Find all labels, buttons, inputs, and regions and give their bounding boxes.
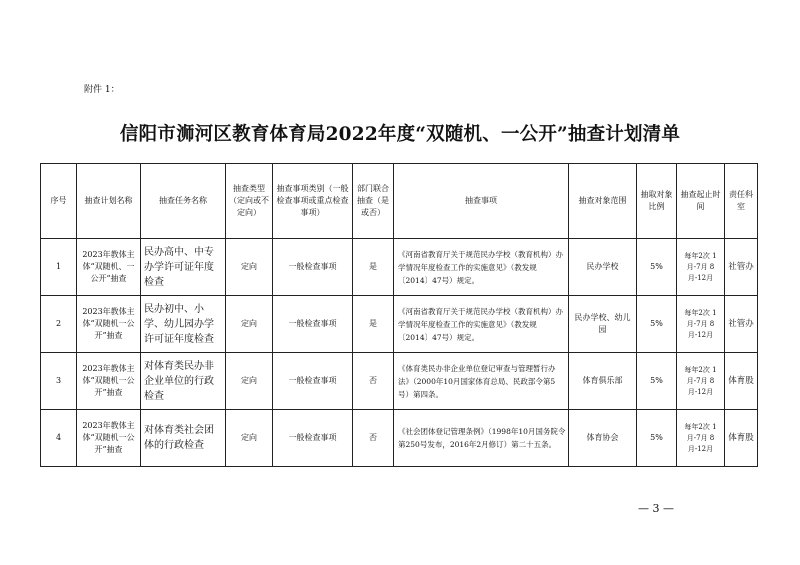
cell-seq: 4 [41,410,77,467]
cell-seq: 1 [41,239,77,296]
cell-items: 《河南省教育厅关于规范民办学校（教育机构）办学情况年度检查工作的实施意见》（教发规〔2014〕47号）规定。 [394,239,569,296]
cell-target: 体育俱乐部 [569,353,637,410]
cell-ratio: 5% [637,239,677,296]
cell-joint: 否 [353,410,394,467]
header-task-name: 抽查任务名称 [141,164,226,239]
cell-ratio: 5% [637,410,677,467]
cell-task-name: 民办高中、中专办学许可证年度检查 [141,239,226,296]
table-row [41,410,758,467]
cell-item-category: 一般检查事项 [273,353,353,410]
page-title: 信阳市浉河区教育体育局2022年度“双随机、一公开”抽查计划清单 [119,124,681,145]
cell-item-category: 一般检查事项 [273,239,353,296]
cell-check-type: 定向 [226,410,273,467]
cell-check-type: 定向 [226,296,273,353]
table-row [41,239,758,296]
cell-time: 每年2次 1月-7月 8月-12月 [677,353,725,410]
header-seq: 序号 [41,164,77,239]
cell-task-name: 对体育类民办非企业单位的行政检查 [141,353,226,410]
cell-joint: 是 [353,296,394,353]
cell-items: 《河南省教育厅关于规范民办学校（教育机构）办学情况年度检查工作的实施意见》（教发规〔2014〕47号）规定。 [394,296,569,353]
cell-target: 民办学校、幼儿园 [569,296,637,353]
header-target: 抽查对象范围 [569,164,637,239]
cell-plan-name: 2023年教体主体“双随机一公开”抽查 [77,410,141,467]
inspection-plan-table [40,163,758,467]
cell-check-type: 定向 [226,239,273,296]
cell-item-category: 一般检查事项 [273,410,353,467]
page-number: — 3 — [638,502,674,515]
cell-plan-name: 2023年教体主体“双随机一公开”抽查 [77,296,141,353]
cell-ratio: 5% [637,296,677,353]
header-joint: 部门联合抽查（是或否） [353,164,394,239]
cell-seq: 2 [41,296,77,353]
cell-ratio: 5% [637,353,677,410]
cell-joint: 否 [353,353,394,410]
cell-task-name: 对体育类社会团体的行政检查 [141,410,226,467]
cell-dept: 社管办 [725,239,758,296]
cell-seq: 3 [41,353,77,410]
cell-target: 民办学校 [569,239,637,296]
cell-item-category: 一般检查事项 [273,296,353,353]
cell-check-type: 定向 [226,353,273,410]
attachment-label: 附件 1： [84,85,120,95]
header-time: 抽查起止时间 [677,164,725,239]
header-dept: 责任科室 [725,164,758,239]
header-plan-name: 抽查计划名称 [77,164,141,239]
cell-dept: 体育股 [725,353,758,410]
cell-task-name: 民办初中、小学、幼儿园办学许可证年度检查 [141,296,226,353]
cell-time: 每年2次 1月-7月 8月-12月 [677,296,725,353]
cell-plan-name: 2023年教体主体“双随机一公开”抽查 [77,353,141,410]
header-items: 抽查事项 [394,164,569,239]
header-ratio: 抽取对象比例 [637,164,677,239]
header-row [41,164,758,239]
cell-dept: 社管办 [725,296,758,353]
table-row [41,296,758,353]
cell-time: 每年2次 1月-7月 8月-12月 [677,410,725,467]
cell-dept: 体育股 [725,410,758,467]
cell-time: 每年2次 1月-7月 8月-12月 [677,239,725,296]
table-row [41,353,758,410]
cell-items: 《社会团体登记管理条例》（1998年10月国务院令第250号发布，2016年2月修订）第二十五条。 [394,410,569,467]
cell-items: 《体育类民办非企业单位登记审查与管理暂行办法》（2000年10月国家体育总局、民政部令第5号）第四条。 [394,353,569,410]
cell-plan-name: 2023年教体主体“双随机、一公开”抽查 [77,239,141,296]
header-check-type: 抽查类型（定向或不定向） [226,164,273,239]
header-item-category: 抽查事项类别（一般检查事项或重点检查事项） [273,164,353,239]
cell-joint: 是 [353,239,394,296]
cell-target: 体育协会 [569,410,637,467]
